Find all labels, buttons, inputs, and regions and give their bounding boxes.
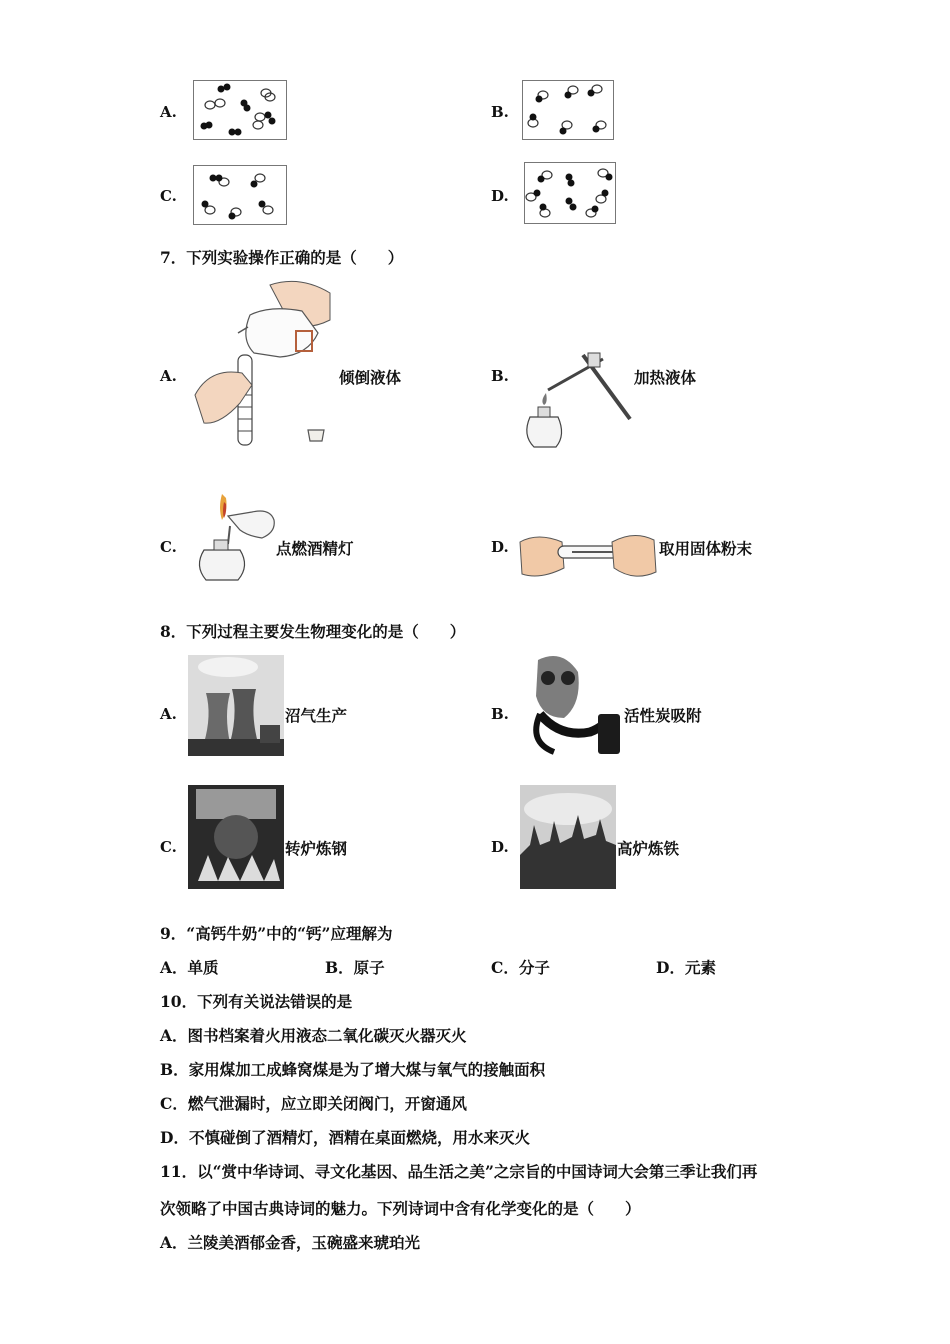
q10-stem: 10．下列有关说法错误的是 xyxy=(160,992,353,1011)
q8-option-c-label: C. xyxy=(160,838,177,856)
q11-stem-line2: 次领略了中国古典诗词的魅力。下列诗词中含有化学变化的是（ ） xyxy=(160,1199,641,1218)
q8-option-d-photo xyxy=(520,785,616,889)
q8-option-a-label: A. xyxy=(160,705,177,723)
q8-option-c-caption: 转炉炼钢 xyxy=(285,839,348,858)
q11-stem-line1: 11．以“赏中华诗词、寻文化基因、品生活之美”之宗旨的中国诗词大会第三季让我们再 xyxy=(160,1162,758,1181)
q8-option-c-photo xyxy=(188,785,284,889)
q7-option-c-figure xyxy=(192,486,282,586)
q8-option-a-caption: 沼气生产 xyxy=(285,706,348,725)
q8-option-d-caption: 高炉炼铁 xyxy=(617,839,680,858)
q7-option-d-caption: 取用固体粉末 xyxy=(659,539,753,558)
q6-option-b-label: B. xyxy=(491,103,509,121)
q8-stem: 8．下列过程主要发生物理变化的是（ ） xyxy=(160,622,466,641)
q10-option-c: C．燃气泄漏时，应立即关闭阀门，开窗通风 xyxy=(160,1094,467,1113)
q9-option-c: C．分子 xyxy=(491,958,550,977)
q10-option-d: D．不慎碰倒了酒精灯，酒精在桌面燃烧，用水来灭火 xyxy=(160,1128,530,1147)
q6-option-c-figure xyxy=(193,165,287,225)
q8-option-b-photo xyxy=(518,652,624,758)
q7-option-c-caption: 点燃酒精灯 xyxy=(276,539,354,558)
q7-option-c-label: C. xyxy=(160,538,177,556)
q8-option-a-photo xyxy=(188,655,284,756)
q7-option-b-figure xyxy=(518,345,633,455)
q8-option-b-caption: 活性炭吸附 xyxy=(624,706,702,725)
q7-option-a-caption: 倾倒液体 xyxy=(339,368,402,387)
q7-option-b-caption: 加热液体 xyxy=(634,368,697,387)
q11-option-a: A．兰陵美酒郁金香，玉碗盛来琥珀光 xyxy=(160,1233,421,1252)
q10-option-b: B．家用煤加工成蜂窝煤是为了增大煤与氧气的接触面积 xyxy=(160,1060,546,1079)
q7-stem: 7．下列实验操作正确的是（ ） xyxy=(160,248,404,267)
q9-stem: 9．“高钙牛奶”中的“钙”应理解为 xyxy=(160,924,393,943)
q6-option-a-label: A. xyxy=(160,103,177,121)
q9-option-d: D．元素 xyxy=(656,958,716,977)
q6-option-c-label: C. xyxy=(160,187,177,205)
q8-option-d-label: D. xyxy=(491,838,509,856)
q6-option-d-label: D. xyxy=(491,187,509,205)
q9-option-a: A．单质 xyxy=(160,958,219,977)
q10-option-a: A．图书档案着火用液态二氧化碳灭火器灭火 xyxy=(160,1026,467,1045)
q9-option-b: B．原子 xyxy=(325,958,385,977)
q6-option-b-figure xyxy=(522,80,614,140)
q6-option-d-figure xyxy=(524,162,616,224)
q7-option-a-figure xyxy=(190,275,340,450)
q7-option-d-label: D. xyxy=(491,538,509,556)
q7-option-d-figure xyxy=(518,528,658,580)
q7-option-a-label: A. xyxy=(160,367,177,385)
q6-option-a-figure xyxy=(193,80,287,140)
q8-option-b-label: B. xyxy=(491,705,509,723)
q7-option-b-label: B. xyxy=(491,367,509,385)
